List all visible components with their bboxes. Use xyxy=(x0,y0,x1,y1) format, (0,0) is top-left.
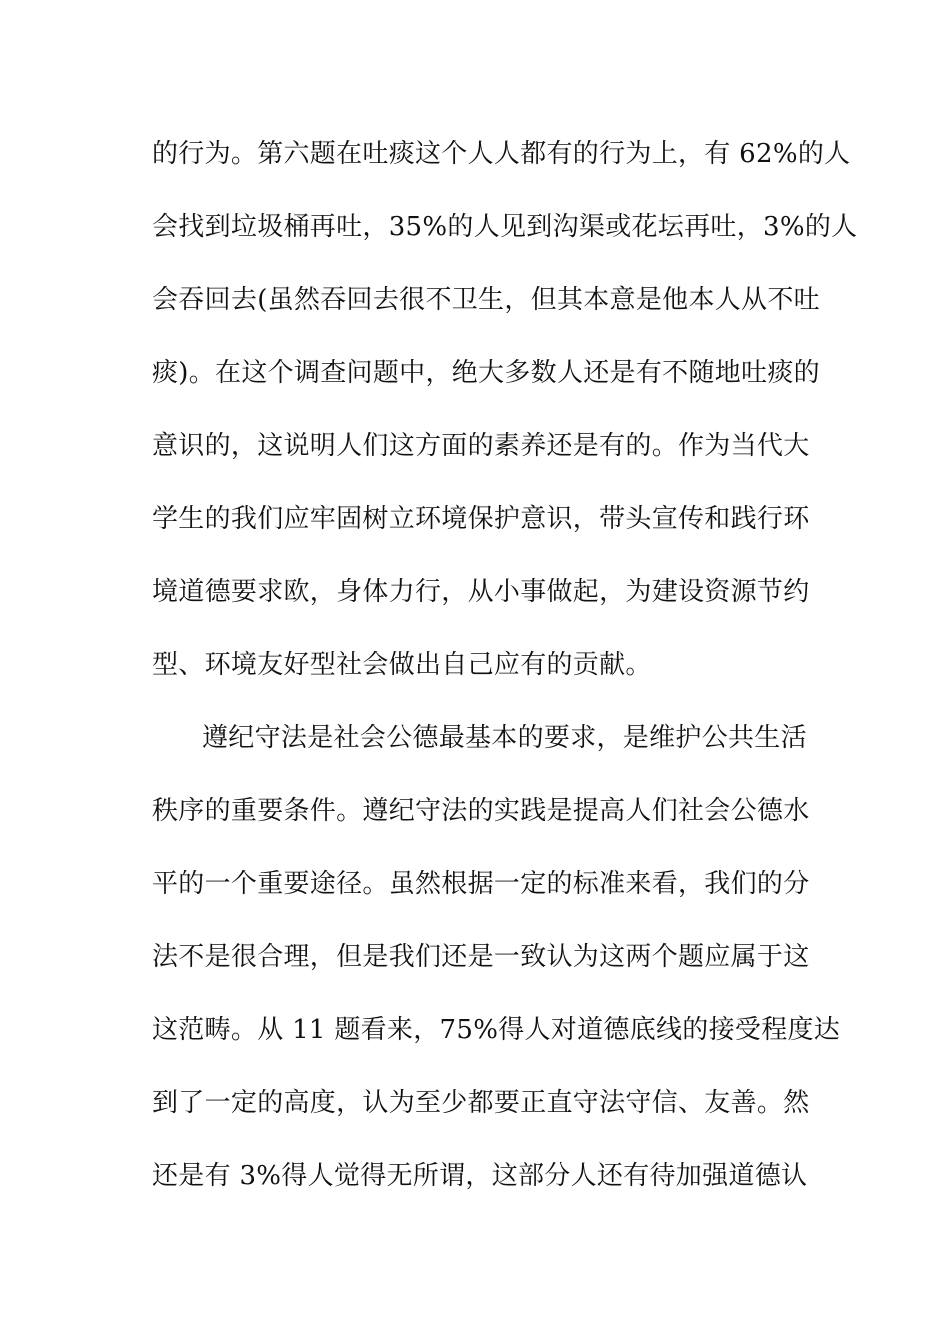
text-line: 痰)。在这个调查问题中，绝大多数人还是有不随地吐痰的 xyxy=(152,358,820,388)
text-line: 会找到垃圾桶再吐，35%的人见到沟渠或花坛再吐，3%的人 xyxy=(152,212,858,242)
text-line: 意识的，这说明人们这方面的素养还是有的。作为当代大 xyxy=(152,431,810,461)
text-line: 这范畴。从 11 题看来，75%得人对道德底线的接受程度达 xyxy=(152,1015,841,1045)
text-line: 到了一定的高度，认为至少都要正直守法守信、友善。然 xyxy=(152,1088,810,1118)
text-line: 秩序的重要条件。遵纪守法的实践是提高人们社会公德水 xyxy=(152,796,810,826)
text-line: 还是有 3%得人觉得无所谓，这部分人还有待加强道德认 xyxy=(152,1161,808,1191)
paragraph-first-line: 遵纪守法是社会公德最基本的要求，是维护公共生活 xyxy=(202,723,807,753)
text-line: 的行为。第六题在吐痰这个人人都有的行为上，有 62%的人 xyxy=(152,139,851,169)
text-line: 平的一个重要途径。虽然根据一定的标准来看，我们的分 xyxy=(152,869,810,899)
text-line: 学生的我们应牢固树立环境保护意识，带头宣传和践行环 xyxy=(152,504,810,534)
text-line: 法不是很合理，但是我们还是一致认为这两个题应属于这 xyxy=(152,942,810,972)
text-line: 境道德要求欧，身体力行，从小事做起，为建设资源节约 xyxy=(152,577,810,607)
text-line: 会吞回去(虽然吞回去很不卫生，但其本意是他本人从不吐 xyxy=(152,285,820,315)
text-line: 型、环境友好型社会做出自己应有的贡献。 xyxy=(152,650,652,680)
